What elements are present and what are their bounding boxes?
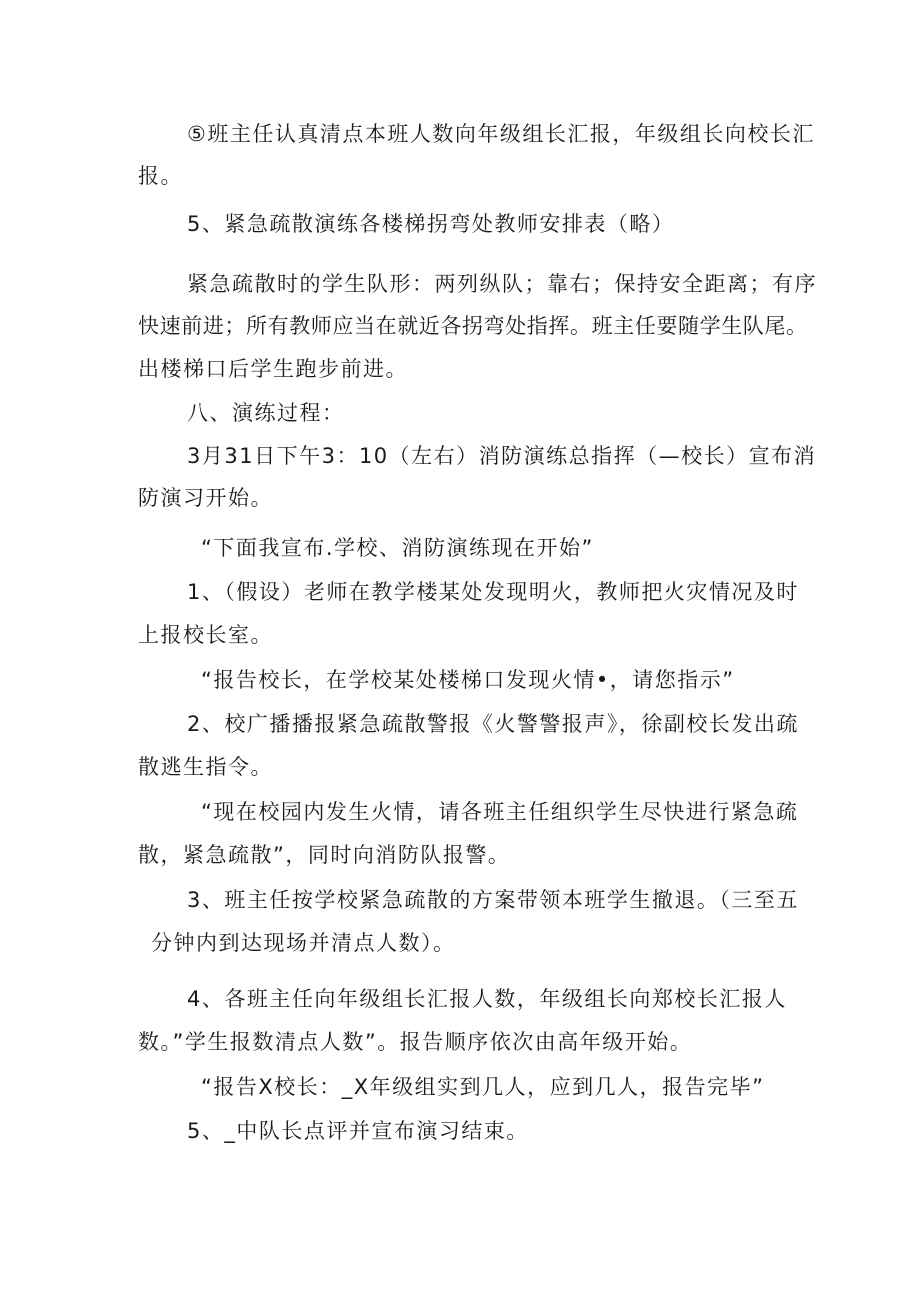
quote-line: “现在校园内发生火情，请各班主任组织学生尽快进行紧急疏 (201, 800, 799, 824)
paragraph-line: 上报校长室。 (138, 623, 273, 647)
paragraph-line: 4、各班主任向年级组长汇报人数，年级组长向郑校长汇报人 (187, 987, 787, 1011)
section-heading: 八、演练过程： (187, 401, 345, 425)
paragraph-line: 2、校广播播报紧急疏散警报《火警警报声》，徐副校长发出疏 (187, 712, 799, 736)
paragraph-line: 散，紧急疏散”，同时向消防队报警。 (138, 843, 511, 867)
paragraph-line: 出楼梯口后学生跑步前进。 (138, 357, 408, 381)
quote-line: “报告校长，在学校某处楼梯口发现火情•，请您指示” (201, 668, 735, 692)
paragraph-line: 紧急疏散时的学生队形：两列纵队；靠右；保持安全距离；有序 (187, 272, 817, 296)
paragraph-line: ⑤班主任认真清点本班人数向年级组长汇报，年级组长向校长汇 (187, 122, 815, 146)
paragraph-line: 散逃生指令。 (138, 755, 273, 779)
paragraph-line: 快速前进；所有教师应当在就近各拐弯处指挥。班主任要随学生队尾。 (138, 314, 808, 338)
paragraph-line: 报。 (138, 164, 183, 188)
paragraph-line: 数。”学生报数清点人数”。报告顺序依次由高年级开始。 (138, 1030, 693, 1054)
section-heading: 5、紧急疏散演练各楼梯拐弯处教师安排表（略） (187, 212, 675, 236)
paragraph-line: 5、_中队长点评并宣布演习结束。 (187, 1119, 529, 1143)
paragraph-line: 防演习开始。 (138, 486, 273, 510)
paragraph-line: 3、班主任按学校紧急疏散的方案带领本班学生撤退。（三至五 (187, 888, 799, 912)
paragraph-line: 1、（假设）老师在教学楼某处发现明火，教师把火灾情况及时 (187, 580, 799, 604)
quote-line: “报告X校长：_X年级组实到几人，应到几人，报告完毕” (201, 1075, 765, 1099)
paragraph-line: 分钟内到达现场并清点人数）。 (151, 931, 456, 955)
quote-line: “下面我宣布.学校、消防演练现在开始” (201, 536, 594, 560)
paragraph-line: 3月31日下午3：10（左右）消防演练总指挥（—校长）宣布消 (187, 444, 817, 468)
